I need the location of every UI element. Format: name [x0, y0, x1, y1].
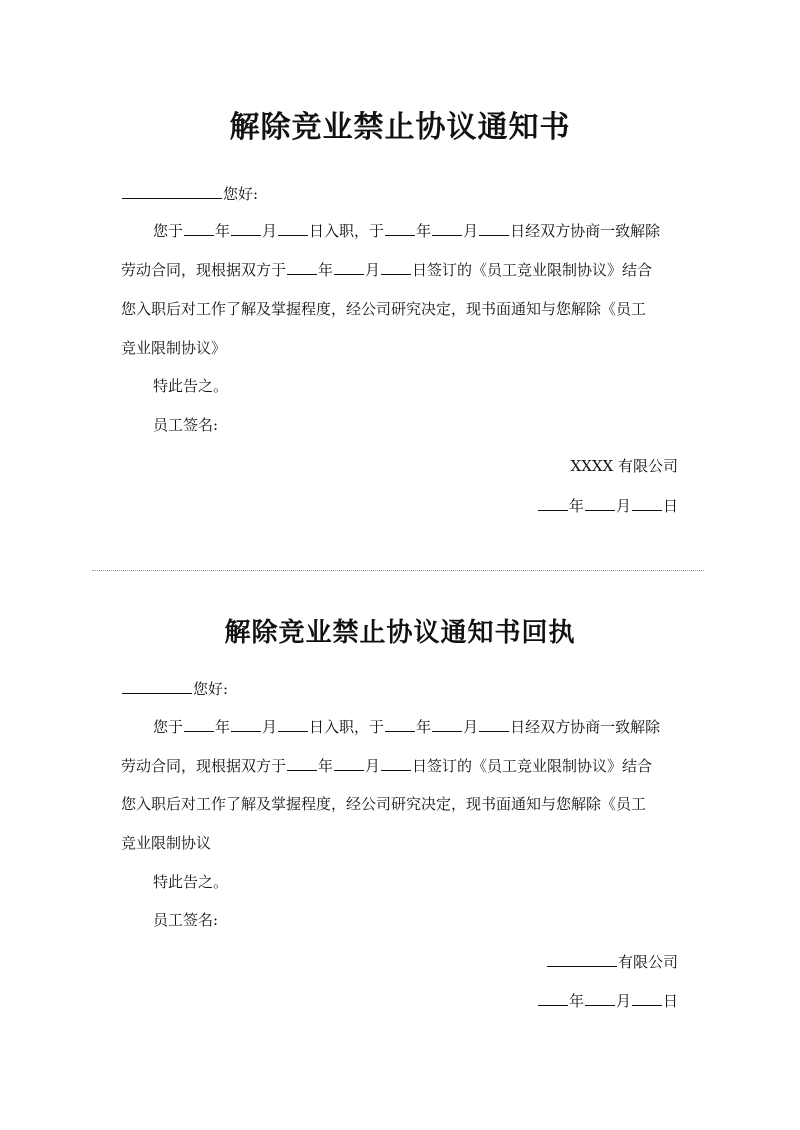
text-segment: 月 — [365, 757, 381, 775]
text-segment: 月 — [262, 718, 278, 736]
text-segment: 日入职，于 — [309, 718, 385, 736]
month-label: 月 — [615, 992, 631, 1010]
text-segment: 劳动合同，现根据双方于 — [121, 261, 287, 279]
date-day-blank[interactable] — [632, 495, 662, 511]
notice-closing: 特此告之。 — [153, 377, 229, 395]
date-year-blank[interactable] — [538, 495, 568, 511]
receipt-closing: 特此告之。 — [153, 873, 229, 891]
year-label: 年 — [568, 992, 584, 1010]
receipt-title: 解除竞业禁止协议通知书回执 — [224, 618, 576, 648]
text-segment: 劳动合同，现根据双方于 — [121, 757, 287, 775]
text-segment: 年 — [318, 757, 334, 775]
text-segment: 月 — [262, 222, 278, 240]
text-segment: 月 — [365, 261, 381, 279]
agreement-month-blank[interactable] — [432, 716, 462, 732]
receipt-paragraph-line-4: 竞业限制协议 — [121, 834, 212, 852]
text-segment: 日签订的《员工竞业限制协议》结合 — [412, 261, 653, 279]
agreement-day-blank[interactable] — [479, 220, 509, 236]
receipt-recipient-name-blank[interactable] — [122, 678, 192, 694]
receipt-signature-line — [153, 910, 681, 930]
signing-month-blank[interactable] — [334, 259, 364, 275]
entry-year-blank[interactable] — [184, 716, 214, 732]
date-day-blank[interactable] — [632, 990, 662, 1006]
text-segment: 您于 — [153, 718, 184, 736]
text-segment: 日经双方协商一致解除 — [510, 222, 661, 240]
receipt-greeting-line — [121, 678, 681, 699]
notice-paragraph-line-3: 您入职后对工作了解及掌握程度，经公司研究决定，现书面通知与您解除《员工 — [121, 300, 647, 318]
agreement-month-blank[interactable] — [432, 220, 462, 236]
text-segment: 日签订的《员工竞业限制协议》结合 — [412, 757, 653, 775]
employee-signature-label: 员工签名: — [153, 416, 219, 434]
notice-signature-line — [153, 415, 681, 435]
signing-year-blank[interactable] — [287, 259, 317, 275]
entry-year-blank[interactable] — [184, 220, 214, 236]
notice-date-line — [121, 495, 678, 516]
text-segment: 年 — [416, 718, 432, 736]
receipt-paragraph-line-1 — [153, 716, 681, 737]
notice-paragraph-line-1 — [153, 220, 681, 241]
notice-company: XXXX 有限公司 — [570, 457, 678, 475]
date-month-blank[interactable] — [585, 990, 615, 1006]
date-month-blank[interactable] — [585, 495, 615, 511]
month-label: 月 — [615, 497, 631, 515]
signing-year-blank[interactable] — [287, 755, 317, 771]
notice-paragraph-line-2 — [121, 259, 681, 280]
notice-greeting-line — [121, 183, 681, 204]
text-segment: 日入职，于 — [309, 222, 385, 240]
signing-day-blank[interactable] — [381, 755, 411, 771]
text-segment: 年 — [318, 261, 334, 279]
page-divider — [92, 570, 704, 571]
notice-greeting: 您好: — [223, 185, 259, 203]
receipt-date-line — [121, 990, 678, 1011]
recipient-name-blank[interactable] — [122, 183, 222, 199]
text-segment: 年 — [416, 222, 432, 240]
entry-month-blank[interactable] — [231, 220, 261, 236]
agreement-year-blank[interactable] — [385, 716, 415, 732]
year-label: 年 — [568, 497, 584, 515]
entry-day-blank[interactable] — [278, 716, 308, 732]
agreement-day-blank[interactable] — [479, 716, 509, 732]
text-segment: 年 — [215, 222, 231, 240]
signing-month-blank[interactable] — [334, 755, 364, 771]
receipt-greeting: 您好: — [193, 680, 229, 698]
text-segment: 年 — [215, 718, 231, 736]
company-name-blank[interactable] — [547, 951, 617, 967]
receipt-paragraph-line-3: 您入职后对工作了解及掌握程度，经公司研究决定，现书面通知与您解除《员工 — [121, 795, 647, 813]
text-segment: 您于 — [153, 222, 184, 240]
employee-signature-label: 员工签名: — [153, 911, 219, 929]
receipt-company: 有限公司 — [617, 953, 678, 971]
agreement-year-blank[interactable] — [385, 220, 415, 236]
text-segment: 日经双方协商一致解除 — [510, 718, 661, 736]
notice-title: 解除竞业禁止协议通知书 — [229, 110, 571, 145]
entry-day-blank[interactable] — [278, 220, 308, 236]
text-segment: 月 — [463, 718, 479, 736]
day-label: 日 — [662, 992, 678, 1010]
notice-paragraph-line-4: 竞业限制协议》 — [121, 339, 227, 357]
signing-day-blank[interactable] — [381, 259, 411, 275]
text-segment: 月 — [463, 222, 479, 240]
day-label: 日 — [662, 497, 678, 515]
date-year-blank[interactable] — [538, 990, 568, 1006]
entry-month-blank[interactable] — [231, 716, 261, 732]
receipt-paragraph-line-2 — [121, 755, 681, 776]
receipt-company-line — [121, 951, 678, 972]
